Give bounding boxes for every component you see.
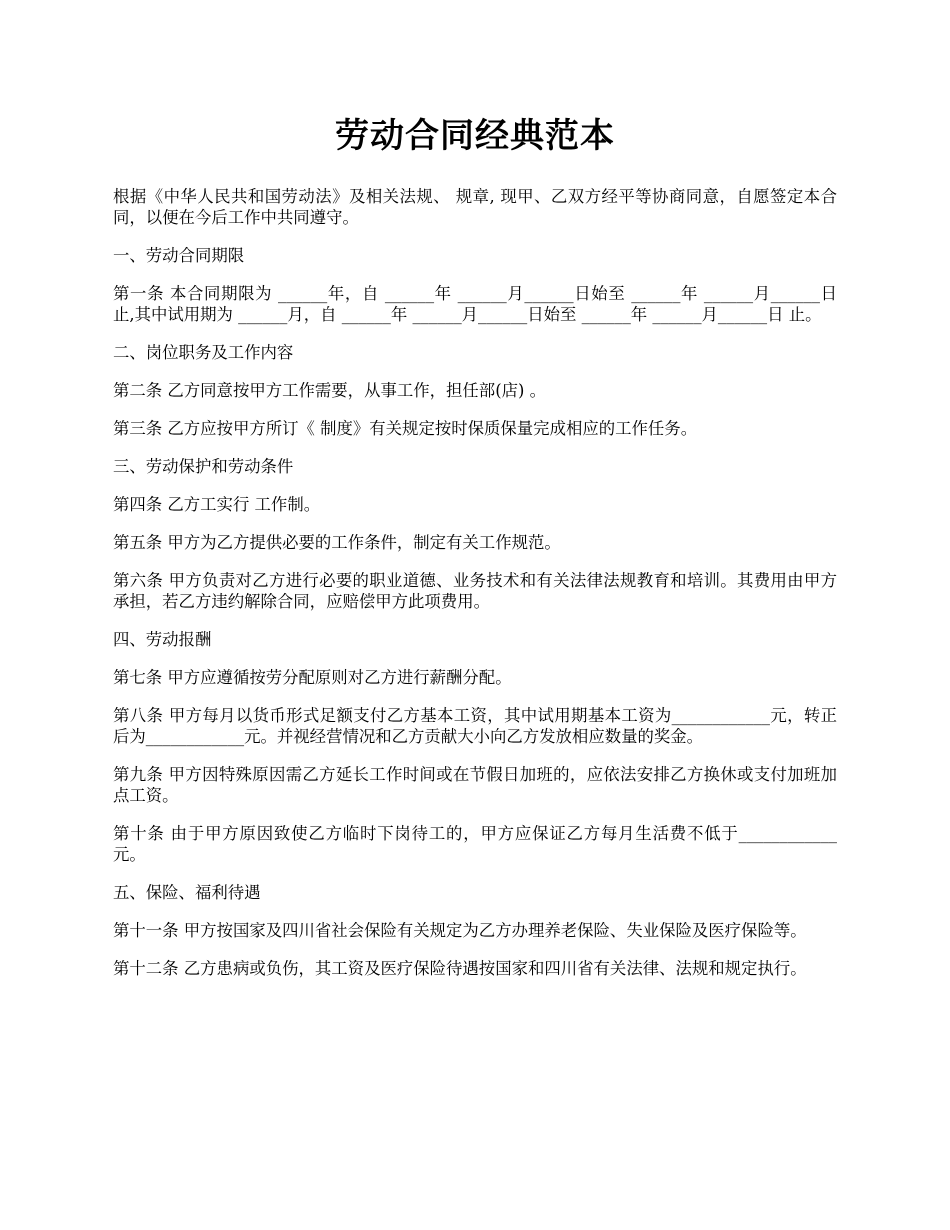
section-heading-remuneration: 四、劳动报酬 [113,630,212,649]
article-8-paragraph: 第八条 甲方每月以货币形式足额支付乙方基本工资，其中试用期基本工资为____________元，转正后为____________元。并视经营情况和乙方贡献大小向乙方发放相应数量的奖金。 [113,706,837,746]
article-2-paragraph: 第二条 乙方同意按甲方工作需要，从事工作，担任部(店) 。 [113,381,546,400]
section-heading-contract-term: 一、劳动合同期限 [113,246,245,265]
article-7-paragraph: 第七条 甲方应遵循按劳分配原则对乙方进行薪酬分配。 [113,668,512,687]
preamble-paragraph: 根据《中华人民共和国劳动法》及相关法规、 规章, 现甲、乙双方经平等协商同意，自愿签定本合同，以便在今后工作中共同遵守。 [113,187,837,227]
document-title: 劳动合同经典范本 [335,116,615,156]
article-11-paragraph: 第十一条 甲方按国家及四川省社会保险有关规定为乙方办理养老保险、失业保险及医疗保险等。 [113,921,807,940]
section-heading-labor-protection: 三、劳动保护和劳动条件 [113,457,294,476]
article-4-paragraph: 第四条 乙方工实行 工作制。 [113,495,321,514]
section-heading-insurance: 五、保险、福利待遇 [113,883,261,902]
article-1-paragraph: 第一条 本合同期限为 ______年，自 ______年 ______月______日始至 ______年 ______月______日止,其中试用期为 ______月，自 ______年 ______月______日始至 ______年 ______月______日 止。 [113,284,837,324]
article-5-paragraph: 第五条 甲方为乙方提供必要的工作条件，制定有关工作规范。 [113,533,561,552]
article-12-paragraph: 第十二条 乙方患病或负伤，其工资及医疗保险待遇按国家和四川省有关法律、法规和规定执行。 [113,959,807,978]
section-heading-position: 二、岗位职务及工作内容 [113,343,294,362]
article-9-paragraph: 第九条 甲方因特殊原因需乙方延长工作时间或在节假日加班的，应依法安排乙方换休或支付加班加点工资。 [113,765,837,805]
document-page [113,112,837,996]
article-10-paragraph: 第十条 由于甲方原因致使乙方临时下岗待工的，甲方应保证乙方每月生活费不低于____________元。 [113,824,837,864]
article-3-paragraph: 第三条 乙方应按甲方所订《 制度》有关规定按时保质保量完成相应的工作任务。 [113,419,698,438]
article-6-paragraph: 第六条 甲方负责对乙方进行必要的职业道德、业务技术和有关法律法规教育和培训。其费用由甲方承担，若乙方违约解除合同，应赔偿甲方此项费用。 [113,571,837,611]
